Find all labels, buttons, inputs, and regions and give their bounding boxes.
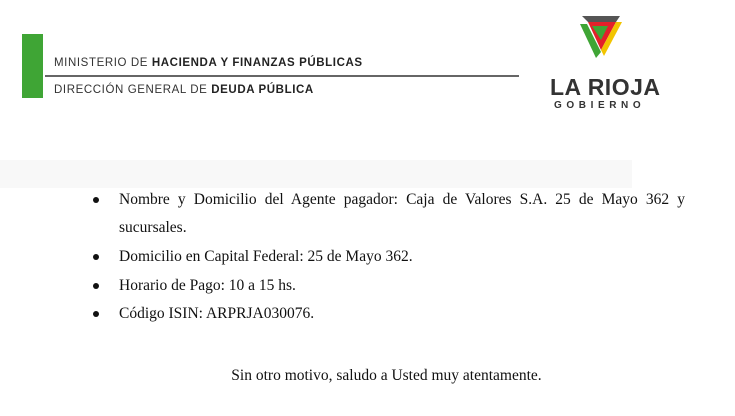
letterhead [0,0,735,120]
bullet-agent-line-2: sucursales. [119,219,187,236]
bullet-schedule: Horario de Pago: 10 a 15 hs. [119,277,296,294]
direction-prefix: DIRECCIÓN GENERAL DE [54,84,212,96]
logo-title: LA RIOJA [550,74,661,100]
bullet-isin: Código ISIN: ARPRJA030076. [119,305,315,322]
header-divider [45,75,519,77]
logo-subtitle: GOBIERNO [554,100,646,111]
ministry-name [54,57,363,69]
la-rioja-emblem-icon [578,14,624,60]
bullet-domicile: Domicilio en Capital Federal: 25 de Mayo 362. [119,248,413,265]
bullet-icon [93,311,99,317]
accent-bar [22,34,43,98]
bullet-icon [93,197,99,203]
background-band [0,160,632,188]
closing-salutation: Sin otro motivo, saludo a Usted muy atentamente. [231,367,542,384]
bullet-agent-line-1: Nombre y Domicilio del Agente pagador: Caja de Valores S.A. 25 de Mayo 362 y [119,191,685,208]
bullet-icon [93,254,99,260]
direction-bold: DEUDA PÚBLICA [211,84,314,96]
ministry-prefix: MINISTERIO DE [54,57,152,69]
bullet-icon [93,283,99,289]
direction-name [54,84,314,96]
la-rioja-logo [548,14,663,110]
ministry-bold: HACIENDA Y FINANZAS PÚBLICAS [151,57,363,69]
